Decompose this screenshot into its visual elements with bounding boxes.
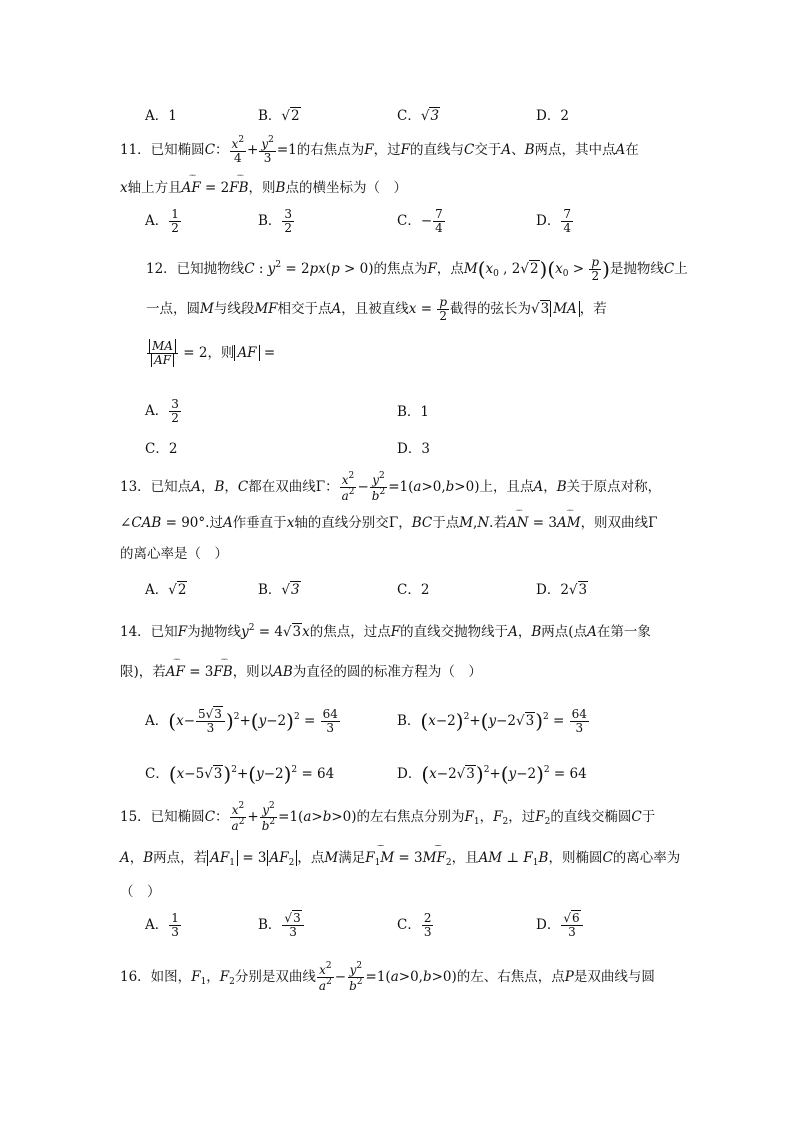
q12-stem-line3: $\frac{MA}{AF}$ = 2，则 AF =	[146, 340, 275, 367]
q11-stem-line2: x轴上方且⌢⌢ AF = 2⌢⌢ FB，则B点的横坐标为（ ）	[120, 176, 407, 196]
q13-stem-line3: 的离心率是（ ）	[120, 546, 228, 562]
q13-stem-line1: 13．已知点A，B，C都在双曲线Γ： $\frac{x^2}{a^2}$ − $\frac{y^2}{b^2}$ =1(a>0,b>0)上，且点A，B关于原点对称，	[120, 471, 662, 504]
q14-stem-line1: 14．已知F为抛物线$y^2 = 4√3x$的焦点，过点F的直线交抛物线于A，B两点(点A在第一象	[120, 623, 651, 640]
q11-option-c: C．− $\frac{7}{4}$	[397, 207, 443, 236]
q13-option-a: A．√2	[145, 582, 187, 598]
q13-stem-line2: ∠CAB = 90°.过A作垂直于x轴的直线分别交Γ，BC于点M,N.若⌢⌢ AN = 3⌢⌢ AM，则双曲线Γ	[120, 511, 657, 531]
q12-stem-line1: 12．已知抛物线C : $y^2 = 2px(p > 0)$的焦点为F，点$M(x_0$ , $2√2)(x_0$ > $\frac{p}{2}$ )是抛物线C上	[146, 255, 688, 284]
q13-option-c: C．2	[397, 582, 430, 598]
q15-stem-line2: A，B两点，若 $AF_1 = 3$ $AF_2$ ，点M满足⌢⌢ $F_1M$ = 3⌢⌢ $MF_2$，且AM ⊥ $F_1B$，则椭圆C的离心率为	[120, 846, 680, 868]
q14-option-d: D．$(x-2√3)^2+(y-2)^2 = 64$	[397, 762, 587, 786]
q16-stem-line1: 16．如图，$F_1$，$F_2$分别是双曲线 $\frac{x^2}{a^2}$ − $\frac{y^2}{b^2}$ =1(a>0,b>0)的左、右焦点，点P是双曲线与圆	[120, 961, 655, 994]
q11-option-b: B． $\frac{3}{2}$	[258, 207, 293, 236]
q15-option-c: C． $\frac{2}{3}$	[397, 911, 432, 940]
q12-stem-line2: 一点，圆M与线段MF相交于点A，且被直线x = $\frac{p}{2}$ 截得的弦长为√3 MA ，若	[146, 295, 607, 324]
q12-option-a: A． $\frac{3}{2}$	[145, 397, 179, 426]
q11-option-a: A． $\frac{1}{2}$	[145, 207, 179, 236]
q11-option-d: D． $\frac{7}{4}$	[536, 207, 571, 236]
q15-stem-line3: （ ）	[120, 884, 161, 900]
q10-option-a: A．1	[145, 108, 177, 124]
q11-stem-line1: 11．已知椭圆C： $\frac{x^2}{4}$ + $\frac{y^2}{3}$ =1的右焦点为F，过F的直线与C交于A、B两点，其中点A在	[120, 135, 639, 166]
q12-option-d: D．3	[397, 441, 430, 457]
q14-option-c: C．$(x-5√3)^2+(y-2)^2 = 64$	[145, 762, 335, 786]
q10-option-b: B．√2	[258, 108, 300, 124]
q14-option-b: B．$(x-2)^2+(y-2√3)^2$ = $\frac{64}{3}$	[397, 707, 587, 736]
q14-option-a: A．(x− $\frac{5√3}{3}$ )$^2+(y-2)^2$ = $\frac{64}{3}$	[145, 707, 338, 736]
q14-stem-line2: 限)，若⌢⌢ AF = 3⌢⌢ FB，则以AB为直径的圆的标准方程为（ ）	[120, 660, 482, 680]
q10-option-d: D．2	[536, 108, 569, 124]
q15-option-d: D． $\frac{√6}{3}$	[536, 912, 584, 939]
q15-stem-line1: 15．已知椭圆C： $\frac{x^2}{a^2}$ + $\frac{y^2}{b^2}$ =1(a>b>0)的左右焦点分别为$F_1$，$F_2$，过$F_2$的直线交椭圆C于	[120, 801, 656, 834]
q15-option-b: B． $\frac{√3}{3}$	[258, 912, 305, 939]
q13-option-b: B．√3	[258, 582, 300, 598]
q13-option-d: D．2√3	[536, 582, 588, 598]
q12-option-c: C．2	[145, 441, 178, 457]
q10-option-c: C．√3	[397, 108, 440, 124]
q15-option-a: A． $\frac{1}{3}$	[145, 911, 179, 940]
q12-option-b: B．1	[397, 404, 430, 420]
